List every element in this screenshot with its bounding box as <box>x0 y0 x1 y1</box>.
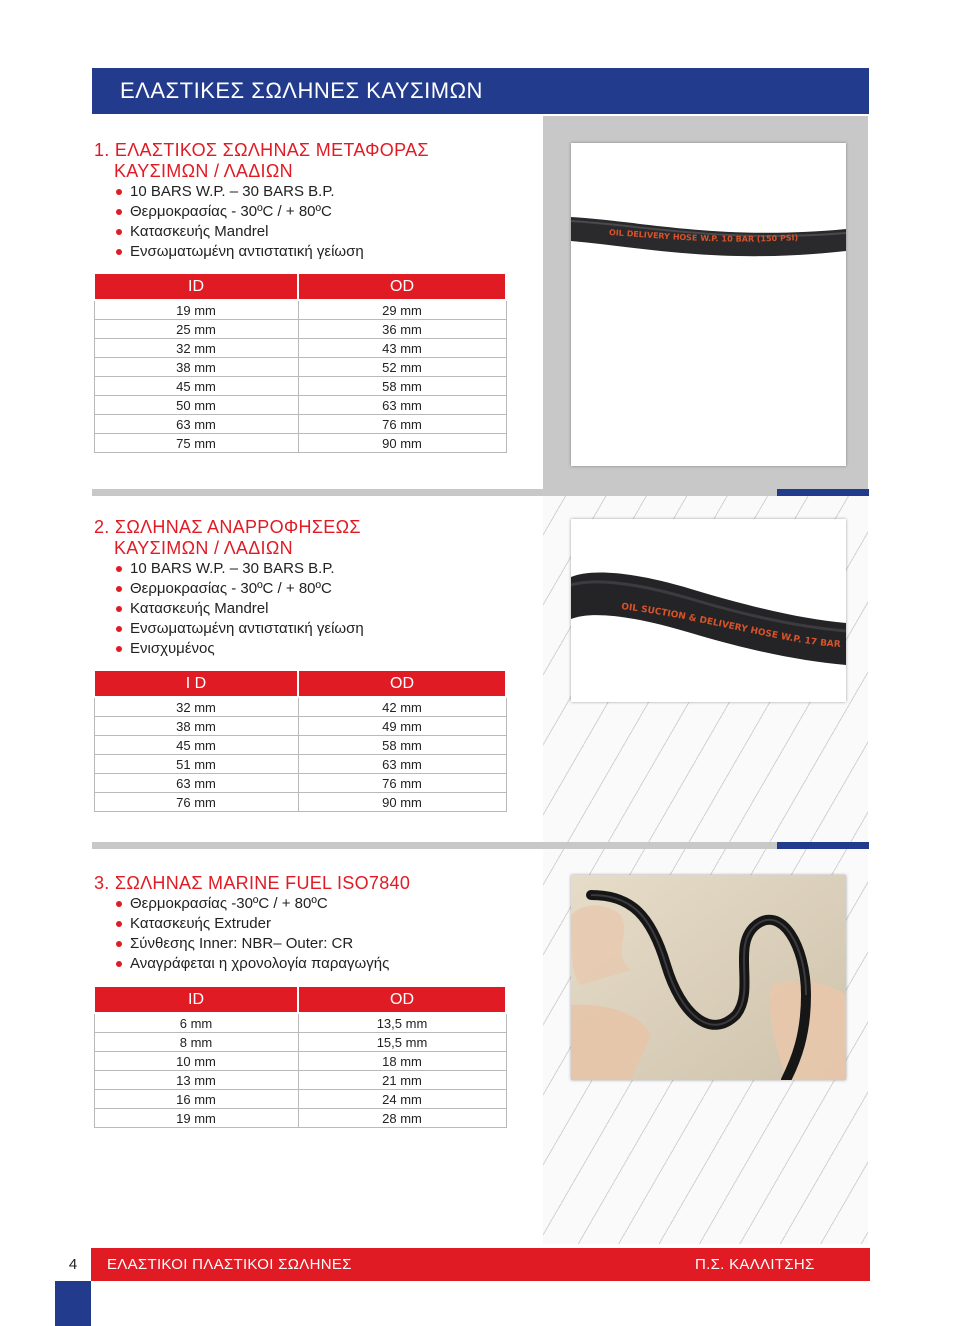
hose-image <box>571 875 846 1080</box>
table-row: 25 mm 36 mm <box>94 320 506 339</box>
list-item: 10 BARS W.P. – 30 BARS B.P. <box>114 559 364 579</box>
table-row: 19 mm 28 mm <box>94 1109 506 1128</box>
table-header-row <box>94 273 506 300</box>
table-row: 76 mm 90 mm <box>94 793 506 812</box>
list-item: Κατασκευής Extruder <box>114 914 389 934</box>
list-item: Ενσωματωμένη αντιστατική γείωση <box>114 242 364 262</box>
table-row: 32 mm 43 mm <box>94 339 506 358</box>
table-row: 63 mm 76 mm <box>94 415 506 434</box>
section-3-title: 3. ΣΩΛΗΝΑΣ MARINE FUEL ISO7840 <box>94 873 411 893</box>
list-item: Αναγράφεται η χρονολογία παραγωγής <box>114 954 389 974</box>
section-2-hose-photo <box>571 519 846 702</box>
footer-company-name: Π.Σ. ΚΑΛΛΙΤΣΗΣ <box>695 1256 815 1273</box>
section-1-size-table <box>93 272 507 453</box>
section-2-size-table <box>93 669 507 812</box>
table-header-row <box>94 986 506 1013</box>
table-row: 38 mm 49 mm <box>94 717 506 736</box>
section-1-title: 1. ΕΛΑΣΤΙΚΟΣ ΣΩΛΗΝΑΣ ΜΕΤΑΦΟΡΑΣ ΚΑΥΣΙΜΩΝ / ΛΑΔΙΩΝ <box>94 140 429 181</box>
table-row: 8 mm 15,5 mm <box>94 1033 506 1052</box>
section-2-title: 2. ΣΩΛΗΝΑΣ ΑΝΑΡΡΟΦΗΣΕΩΣ ΚΑΥΣΙΜΩΝ / ΛΑΔΙΩΝ <box>94 517 361 558</box>
list-item: Κατασκευής Mandrel <box>114 599 364 619</box>
footer-accent <box>55 1281 91 1326</box>
section-2-features <box>114 559 364 659</box>
section-1-hose-photo <box>571 143 846 466</box>
list-item: Θερμοκρασίας - 30ºC / + 80ºC <box>114 579 364 599</box>
hose-print-text: OIL DELIVERY HOSE W.P. 10 BAR (150 PSI) <box>608 227 799 244</box>
table-row: 50 mm 63 mm <box>94 396 506 415</box>
table-row: 45 mm 58 mm <box>94 736 506 755</box>
hose-print-text: OIL SUCTION & DELIVERY HOSE W.P. 17 BAR <box>620 602 841 650</box>
column-header-id: I D <box>94 670 298 697</box>
table-row: 75 mm 90 mm <box>94 434 506 453</box>
hose-image <box>571 143 846 466</box>
section-3-size-table <box>93 985 507 1128</box>
table-row: 38 mm 52 mm <box>94 358 506 377</box>
separator-gray <box>92 489 777 496</box>
page-number: 4 <box>55 1248 91 1281</box>
list-item: Κατασκευής Mandrel <box>114 222 364 242</box>
column-header-od: OD <box>298 670 506 697</box>
table-row: 51 mm 63 mm <box>94 755 506 774</box>
page-header: ΕΛΑΣΤΙΚΕΣ ΣΩΛΗΝΕΣ ΚΑΥΣΙΜΩΝ <box>92 68 869 114</box>
separator-gray <box>92 842 777 849</box>
table-row: 16 mm 24 mm <box>94 1090 506 1109</box>
section-3-features <box>114 894 389 974</box>
table-row: 10 mm 18 mm <box>94 1052 506 1071</box>
hose-image <box>571 519 846 702</box>
footer-catalog-title: ΕΛΑΣΤΙΚΟΙ ΠΛΑΣΤΙΚΟΙ ΣΩΛΗΝΕΣ <box>107 1256 352 1273</box>
list-item: Ενσωματωμένη αντιστατική γείωση <box>114 619 364 639</box>
table-row: 6 mm 13,5 mm <box>94 1013 506 1033</box>
list-item: Θερμοκρασίας - 30ºC / + 80ºC <box>114 202 364 222</box>
separator-blue <box>777 842 869 849</box>
list-item: 10 BARS W.P. – 30 BARS B.P. <box>114 182 364 202</box>
page-footer <box>55 1248 870 1281</box>
section-1-features <box>114 182 364 262</box>
table-header-row <box>94 670 506 697</box>
column-header-id: ID <box>94 986 298 1013</box>
list-item: Ενισχυμένος <box>114 639 364 659</box>
column-header-od: OD <box>298 273 506 300</box>
column-header-id: ID <box>94 273 298 300</box>
list-item: Θερμοκρασίας -30ºC / + 80ºC <box>114 894 389 914</box>
table-row: 32 mm 42 mm <box>94 697 506 717</box>
table-row: 13 mm 21 mm <box>94 1071 506 1090</box>
list-item: Σύνθεσης Inner: NBR– Outer: CR <box>114 934 389 954</box>
separator-blue <box>777 489 869 496</box>
column-header-od: OD <box>298 986 506 1013</box>
table-row: 45 mm 58 mm <box>94 377 506 396</box>
table-row: 19 mm 29 mm <box>94 300 506 320</box>
table-row: 63 mm 76 mm <box>94 774 506 793</box>
section-3-hose-photo <box>571 875 846 1080</box>
